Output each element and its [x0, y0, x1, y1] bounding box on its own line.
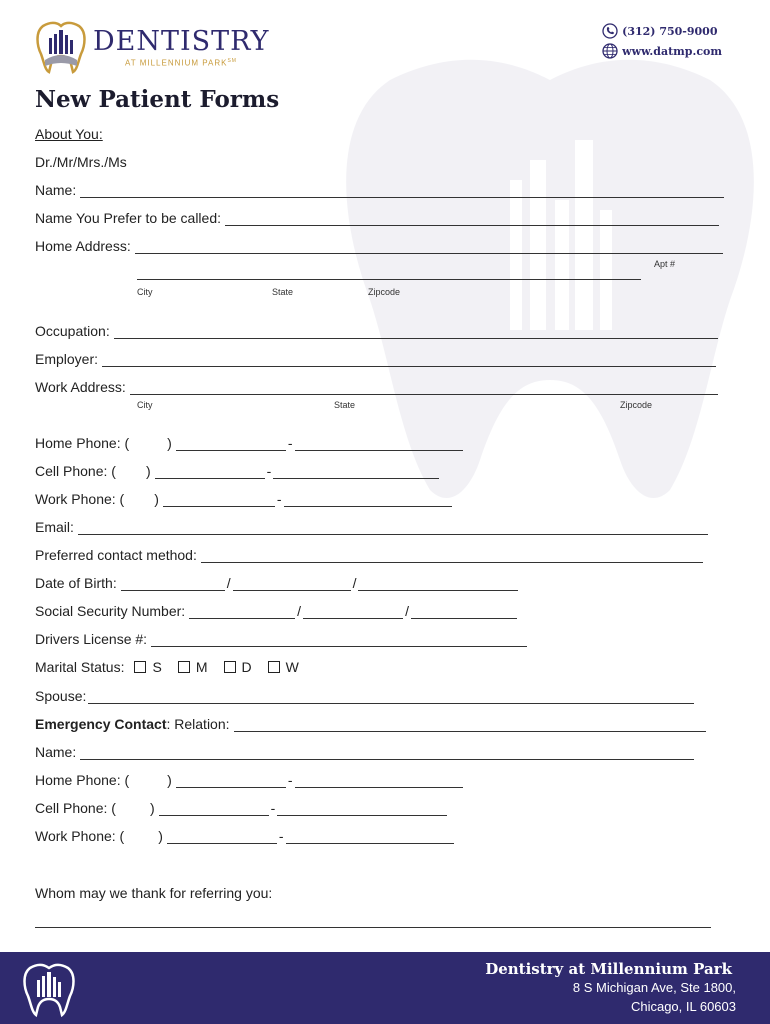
- contact-method-row: [35, 545, 703, 563]
- name-label: Name:: [35, 182, 77, 198]
- emergency-home-phone-label: Home Phone: (: [35, 772, 130, 788]
- work-state-label: State: [334, 400, 356, 410]
- emergency-work-phone-label: Work Phone: (: [35, 828, 125, 844]
- emergency-cell-phone-row: Cell Phone: ( ) -: [35, 798, 447, 816]
- phone-icon: [602, 23, 618, 39]
- cell-phone-label: Cell Phone: (: [35, 463, 116, 479]
- email-label: Email:: [35, 519, 74, 535]
- occupation-row: [35, 321, 718, 339]
- relation-label: : Relation:: [166, 716, 230, 732]
- referral-label: Whom may we thank for referring you:: [35, 885, 273, 901]
- emergency-work-phone-prefix-field[interactable]: [167, 830, 277, 844]
- email-field[interactable]: [78, 521, 708, 535]
- home-phone-row: Home Phone: ( ) -: [35, 433, 463, 451]
- emergency-name-row: [35, 742, 694, 760]
- cell-phone-number-field[interactable]: [273, 465, 439, 479]
- contact-method-field[interactable]: [201, 549, 703, 563]
- brand-logo: [35, 20, 285, 76]
- home-phone-number-field[interactable]: [295, 437, 463, 451]
- phone-row: [602, 21, 722, 41]
- apt-label: Apt #: [654, 259, 676, 269]
- marital-divorced-checkbox[interactable]: [224, 661, 236, 673]
- footer-address-line1: 8 S Michigan Ave, Ste 1800,: [572, 980, 736, 995]
- home-state-label: State: [272, 287, 294, 297]
- footer-address-line2: Chicago, IL 60603: [630, 999, 736, 1014]
- phone-number[interactable]: (312) 750-9000: [622, 24, 718, 38]
- ssn-row: Social Security Number: / /: [35, 601, 517, 619]
- marital-status-row: Marital Status: S M D W: [35, 659, 299, 675]
- globe-icon: [602, 43, 618, 59]
- logo-title: DENTISTRY: [93, 26, 270, 57]
- license-label: Drivers License #:: [35, 631, 148, 647]
- work-address-row: [35, 377, 718, 395]
- home-address-line2-field[interactable]: [137, 266, 641, 280]
- home-address-row: [35, 236, 723, 254]
- preferred-name-label: Name You Prefer to be called:: [35, 210, 222, 226]
- name-field[interactable]: [80, 184, 724, 198]
- website-row: [602, 41, 722, 61]
- emergency-contact-row: [35, 714, 706, 732]
- marital-widowed-checkbox[interactable]: [268, 661, 280, 673]
- emergency-cell-phone-label: Cell Phone: (: [35, 800, 116, 816]
- tooth-footer-icon: [22, 962, 76, 1018]
- section-about-you: About You:: [35, 126, 103, 142]
- work-address-label: Work Address:: [35, 379, 126, 395]
- logo-subtitle: AT MILLENNIUM PARK℠: [125, 58, 237, 68]
- emergency-home-phone-number-field[interactable]: [295, 774, 463, 788]
- home-address-label: Home Address:: [35, 238, 131, 254]
- spouse-row: [35, 686, 694, 704]
- home-phone-prefix-field[interactable]: [176, 437, 286, 451]
- dob-year-field[interactable]: [358, 577, 518, 591]
- contact-method-label: Preferred contact method:: [35, 547, 197, 563]
- work-zip-label: Zipcode: [620, 400, 653, 410]
- occupation-field[interactable]: [114, 325, 718, 339]
- dob-month-field[interactable]: [121, 577, 225, 591]
- footer: [0, 952, 770, 1024]
- emergency-contact-label: Emergency Contact: [35, 716, 167, 732]
- email-row: [35, 517, 708, 535]
- marital-status-label: Marital Status:: [35, 659, 125, 675]
- dob-day-field[interactable]: [233, 577, 351, 591]
- name-row: [35, 180, 724, 198]
- salutation-label: Dr./Mr/Mrs./Ms: [35, 154, 127, 170]
- preferred-name-row: [35, 208, 719, 226]
- employer-label: Employer:: [35, 351, 99, 367]
- ssn-part2-field[interactable]: [303, 605, 403, 619]
- marital-married-checkbox[interactable]: [178, 661, 190, 673]
- ssn-label: Social Security Number:: [35, 603, 186, 619]
- work-phone-number-field[interactable]: [284, 493, 452, 507]
- dob-label: Date of Birth:: [35, 575, 117, 591]
- marital-single-checkbox[interactable]: [134, 661, 146, 673]
- emergency-name-label: Name:: [35, 744, 77, 760]
- home-zip-label: Zipcode: [368, 287, 401, 297]
- cell-phone-prefix-field[interactable]: [155, 465, 265, 479]
- preferred-name-field[interactable]: [225, 212, 719, 226]
- license-field[interactable]: [151, 633, 527, 647]
- home-address-field[interactable]: [135, 240, 723, 254]
- home-city-label: City: [137, 287, 153, 297]
- relation-field[interactable]: [234, 718, 706, 732]
- home-phone-label: Home Phone: (: [35, 435, 130, 451]
- header-contact: [602, 21, 722, 61]
- emergency-home-phone-row: Home Phone: ( ) -: [35, 770, 463, 788]
- spouse-field[interactable]: [88, 690, 694, 704]
- emergency-cell-phone-prefix-field[interactable]: [159, 802, 269, 816]
- employer-row: [35, 349, 716, 367]
- work-city-label: City: [137, 400, 153, 410]
- website-link[interactable]: www.datmp.com: [622, 44, 722, 58]
- ssn-part3-field[interactable]: [411, 605, 517, 619]
- work-phone-prefix-field[interactable]: [163, 493, 275, 507]
- dob-row: Date of Birth: / /: [35, 573, 518, 591]
- referral-field[interactable]: [35, 914, 711, 928]
- emergency-home-phone-prefix-field[interactable]: [176, 774, 286, 788]
- spouse-label: Spouse:: [35, 688, 87, 704]
- occupation-label: Occupation:: [35, 323, 110, 339]
- cell-phone-row: Cell Phone: ( ) -: [35, 461, 439, 479]
- employer-field[interactable]: [102, 353, 716, 367]
- footer-practice-name: Dentistry at Millennium Park: [485, 960, 732, 978]
- tooth-logo-icon: [35, 20, 87, 74]
- emergency-name-field[interactable]: [80, 746, 694, 760]
- work-phone-label: Work Phone: (: [35, 491, 125, 507]
- work-phone-row: Work Phone: ( ) -: [35, 489, 452, 507]
- emergency-cell-phone-number-field[interactable]: [277, 802, 447, 816]
- ssn-part1-field[interactable]: [189, 605, 295, 619]
- license-row: [35, 629, 527, 647]
- emergency-work-phone-number-field[interactable]: [286, 830, 454, 844]
- work-address-field[interactable]: [130, 381, 718, 395]
- emergency-work-phone-row: Work Phone: ( ) -: [35, 826, 454, 844]
- page-title: New Patient Forms: [35, 86, 280, 113]
